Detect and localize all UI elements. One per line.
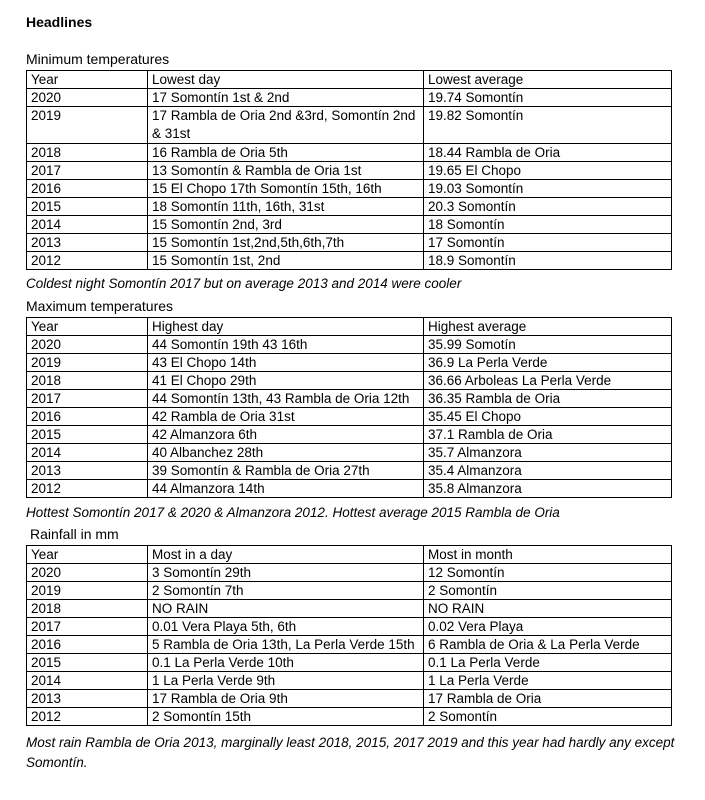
minimum-cell: 2015 xyxy=(27,198,148,216)
table-row xyxy=(27,636,672,654)
minimum-cell: 2014 xyxy=(27,216,148,234)
maximum-cell: 40 Albanchez 28th xyxy=(148,444,424,462)
minimum-note: Coldest night Somontín 2017 but on average 2013 and 2014 were cooler xyxy=(26,276,462,291)
maximum-cell: 41 El Chopo 29th xyxy=(148,372,424,390)
minimum-cell: 17 Rambla de Oria 2nd &3rd, Somontín 2nd & 31st xyxy=(148,107,424,144)
table-row xyxy=(27,462,672,480)
minimum-cell: 13 Somontín & Rambla de Oria 1st xyxy=(148,162,424,180)
minimum-cell: 16 Rambla de Oria 5th xyxy=(148,144,424,162)
maximum-cell: 36.66 Arboleas La Perla Verde xyxy=(424,372,672,390)
maximum-cell: 2015 xyxy=(27,426,148,444)
maximum-header-row xyxy=(27,318,672,336)
rainfall-cell: 12 Somontín xyxy=(424,564,672,582)
rainfall-cell: 2 Somontín 7th xyxy=(148,582,424,600)
table-row xyxy=(27,180,672,198)
minimum-cell: 15 Somontín 1st, 2nd xyxy=(148,252,424,270)
table-row xyxy=(27,354,672,372)
table-row xyxy=(27,654,672,672)
rainfall-cell: 5 Rambla de Oria 13th, La Perla Verde 15th xyxy=(148,636,424,654)
maximum-cell: 2014 xyxy=(27,444,148,462)
rainfall-cell: 2015 xyxy=(27,654,148,672)
maximum-table xyxy=(26,317,672,498)
maximum-cell: 36.9 La Perla Verde xyxy=(424,354,672,372)
minimum-cell: 2016 xyxy=(27,180,148,198)
maximum-cell: 42 Almanzora 6th xyxy=(148,426,424,444)
rainfall-cell: 17 Rambla de Oria 9th xyxy=(148,690,424,708)
rainfall-cell: 2 Somontín xyxy=(424,582,672,600)
table-row xyxy=(27,690,672,708)
table-row xyxy=(27,564,672,582)
minimum-cell: 19.74 Somontín xyxy=(424,89,672,107)
minimum-header-cell: Year xyxy=(27,71,148,89)
maximum-cell: 44 Somontín 13th, 43 Rambla de Oria 12th xyxy=(148,390,424,408)
table-row xyxy=(27,107,672,144)
rainfall-table xyxy=(26,545,672,726)
maximum-header-cell: Year xyxy=(27,318,148,336)
rainfall-cell: 1 La Perla Verde xyxy=(424,672,672,690)
minimum-cell: 2019 xyxy=(27,107,148,144)
table-row xyxy=(27,480,672,498)
minimum-cell: 19.65 El Chopo xyxy=(424,162,672,180)
maximum-cell: 43 El Chopo 14th xyxy=(148,354,424,372)
minimum-cell: 19.82 Somontín xyxy=(424,107,672,144)
maximum-note: Hottest Somontín 2017 & 2020 & Almanzora 2012. Hottest average 2015 Rambla de Oria xyxy=(26,505,560,520)
maximum-cell: 37.1 Rambla de Oria xyxy=(424,426,672,444)
maximum-cell: 2017 xyxy=(27,390,148,408)
maximum-cell: 42 Rambla de Oria 31st xyxy=(148,408,424,426)
minimum-cell: 18 Somontín xyxy=(424,216,672,234)
minimum-cell: 18 Somontín 11th, 16th, 31st xyxy=(148,198,424,216)
rainfall-cell: 2019 xyxy=(27,582,148,600)
rainfall-cell: 2020 xyxy=(27,564,148,582)
minimum-header-cell: Lowest average xyxy=(424,71,672,89)
table-row xyxy=(27,708,672,726)
table-row xyxy=(27,390,672,408)
minimum-header-cell: Lowest day xyxy=(148,71,424,89)
rainfall-note: Most rain Rambla de Oria 2013, marginally least 2018, 2015, 2017 2019 and this year had hardly any except Somontín. xyxy=(26,735,675,770)
minimum-cell: 2018 xyxy=(27,144,148,162)
table-row xyxy=(27,672,672,690)
table-row xyxy=(27,444,672,462)
table-row xyxy=(27,426,672,444)
maximum-cell: 35.4 Almanzora xyxy=(424,462,672,480)
rainfall-header-cell: Year xyxy=(27,546,148,564)
rainfall-cell: 2013 xyxy=(27,690,148,708)
maximum-cell: 2020 xyxy=(27,336,148,354)
maximum-cell: 36.35 Rambla de Oria xyxy=(424,390,672,408)
rainfall-cell: 2017 xyxy=(27,618,148,636)
table-row xyxy=(27,144,672,162)
table-row xyxy=(27,198,672,216)
minimum-header-row xyxy=(27,71,672,89)
minimum-cell: 15 El Chopo 17th Somontín 15th, 16th xyxy=(148,180,424,198)
minimum-cell: 19.03 Somontín xyxy=(424,180,672,198)
rainfall-cell: NO RAIN xyxy=(148,600,424,618)
rainfall-cell: 2016 xyxy=(27,636,148,654)
table-row xyxy=(27,408,672,426)
rainfall-cell: 17 Rambla de Oria xyxy=(424,690,672,708)
minimum-cell: 18.44 Rambla de Oria xyxy=(424,144,672,162)
maximum-cell: 2012 xyxy=(27,480,148,498)
maximum-cell: 2019 xyxy=(27,354,148,372)
minimum-cell: 20.3 Somontín xyxy=(424,198,672,216)
minimum-cell: 18.9 Somontín xyxy=(424,252,672,270)
minimum-cell: 17 Somontín xyxy=(424,234,672,252)
minimum-table xyxy=(26,70,672,270)
table-row xyxy=(27,618,672,636)
maximum-cell: 2013 xyxy=(27,462,148,480)
maximum-cell: 44 Somontín 19th 43 16th xyxy=(148,336,424,354)
maximum-title: Maximum temperatures xyxy=(26,298,174,314)
rainfall-cell: 0.02 Vera Playa xyxy=(424,618,672,636)
minimum-cell: 2020 xyxy=(27,89,148,107)
maximum-header-cell: Highest day xyxy=(148,318,424,336)
rainfall-header-row xyxy=(27,546,672,564)
maximum-cell: 2018 xyxy=(27,372,148,390)
rainfall-header-cell: Most in month xyxy=(424,546,672,564)
table-row xyxy=(27,600,672,618)
rainfall-cell: 2 Somontín xyxy=(424,708,672,726)
table-row xyxy=(27,252,672,270)
minimum-cell: 2017 xyxy=(27,162,148,180)
rainfall-title: Rainfall in mm xyxy=(30,526,119,542)
maximum-cell: 39 Somontín & Rambla de Oria 27th xyxy=(148,462,424,480)
maximum-cell: 35.45 El Chopo xyxy=(424,408,672,426)
rainfall-cell: 0.01 Vera Playa 5th, 6th xyxy=(148,618,424,636)
minimum-title: Minimum temperatures xyxy=(26,51,170,67)
table-row xyxy=(27,162,672,180)
table-row xyxy=(27,216,672,234)
rainfall-header-cell: Most in a day xyxy=(148,546,424,564)
table-row xyxy=(27,336,672,354)
maximum-header-cell: Highest average xyxy=(424,318,672,336)
minimum-cell: 2012 xyxy=(27,252,148,270)
maximum-cell: 35.7 Almanzora xyxy=(424,444,672,462)
table-row xyxy=(27,89,672,107)
maximum-cell: 35.8 Almanzora xyxy=(424,480,672,498)
rainfall-cell: 2014 xyxy=(27,672,148,690)
maximum-cell: 35.99 Somotín xyxy=(424,336,672,354)
minimum-cell: 2013 xyxy=(27,234,148,252)
table-row xyxy=(27,372,672,390)
maximum-cell: 2016 xyxy=(27,408,148,426)
rainfall-cell: 2018 xyxy=(27,600,148,618)
headline: Headlines xyxy=(26,14,93,30)
rainfall-cell: 0.1 La Perla Verde xyxy=(424,654,672,672)
rainfall-cell: 0.1 La Perla Verde 10th xyxy=(148,654,424,672)
table-row xyxy=(27,234,672,252)
minimum-cell: 15 Somontín 1st,2nd,5th,6th,7th xyxy=(148,234,424,252)
minimum-cell: 17 Somontín 1st & 2nd xyxy=(148,89,424,107)
minimum-cell: 15 Somontín 2nd, 3rd xyxy=(148,216,424,234)
rainfall-cell: 2 Somontín 15th xyxy=(148,708,424,726)
maximum-cell: 44 Almanzora 14th xyxy=(148,480,424,498)
rainfall-cell: 2012 xyxy=(27,708,148,726)
table-row xyxy=(27,582,672,600)
rainfall-cell: NO RAIN xyxy=(424,600,672,618)
rainfall-cell: 3 Somontín 29th xyxy=(148,564,424,582)
rainfall-cell: 1 La Perla Verde 9th xyxy=(148,672,424,690)
rainfall-cell: 6 Rambla de Oria & La Perla Verde xyxy=(424,636,672,654)
